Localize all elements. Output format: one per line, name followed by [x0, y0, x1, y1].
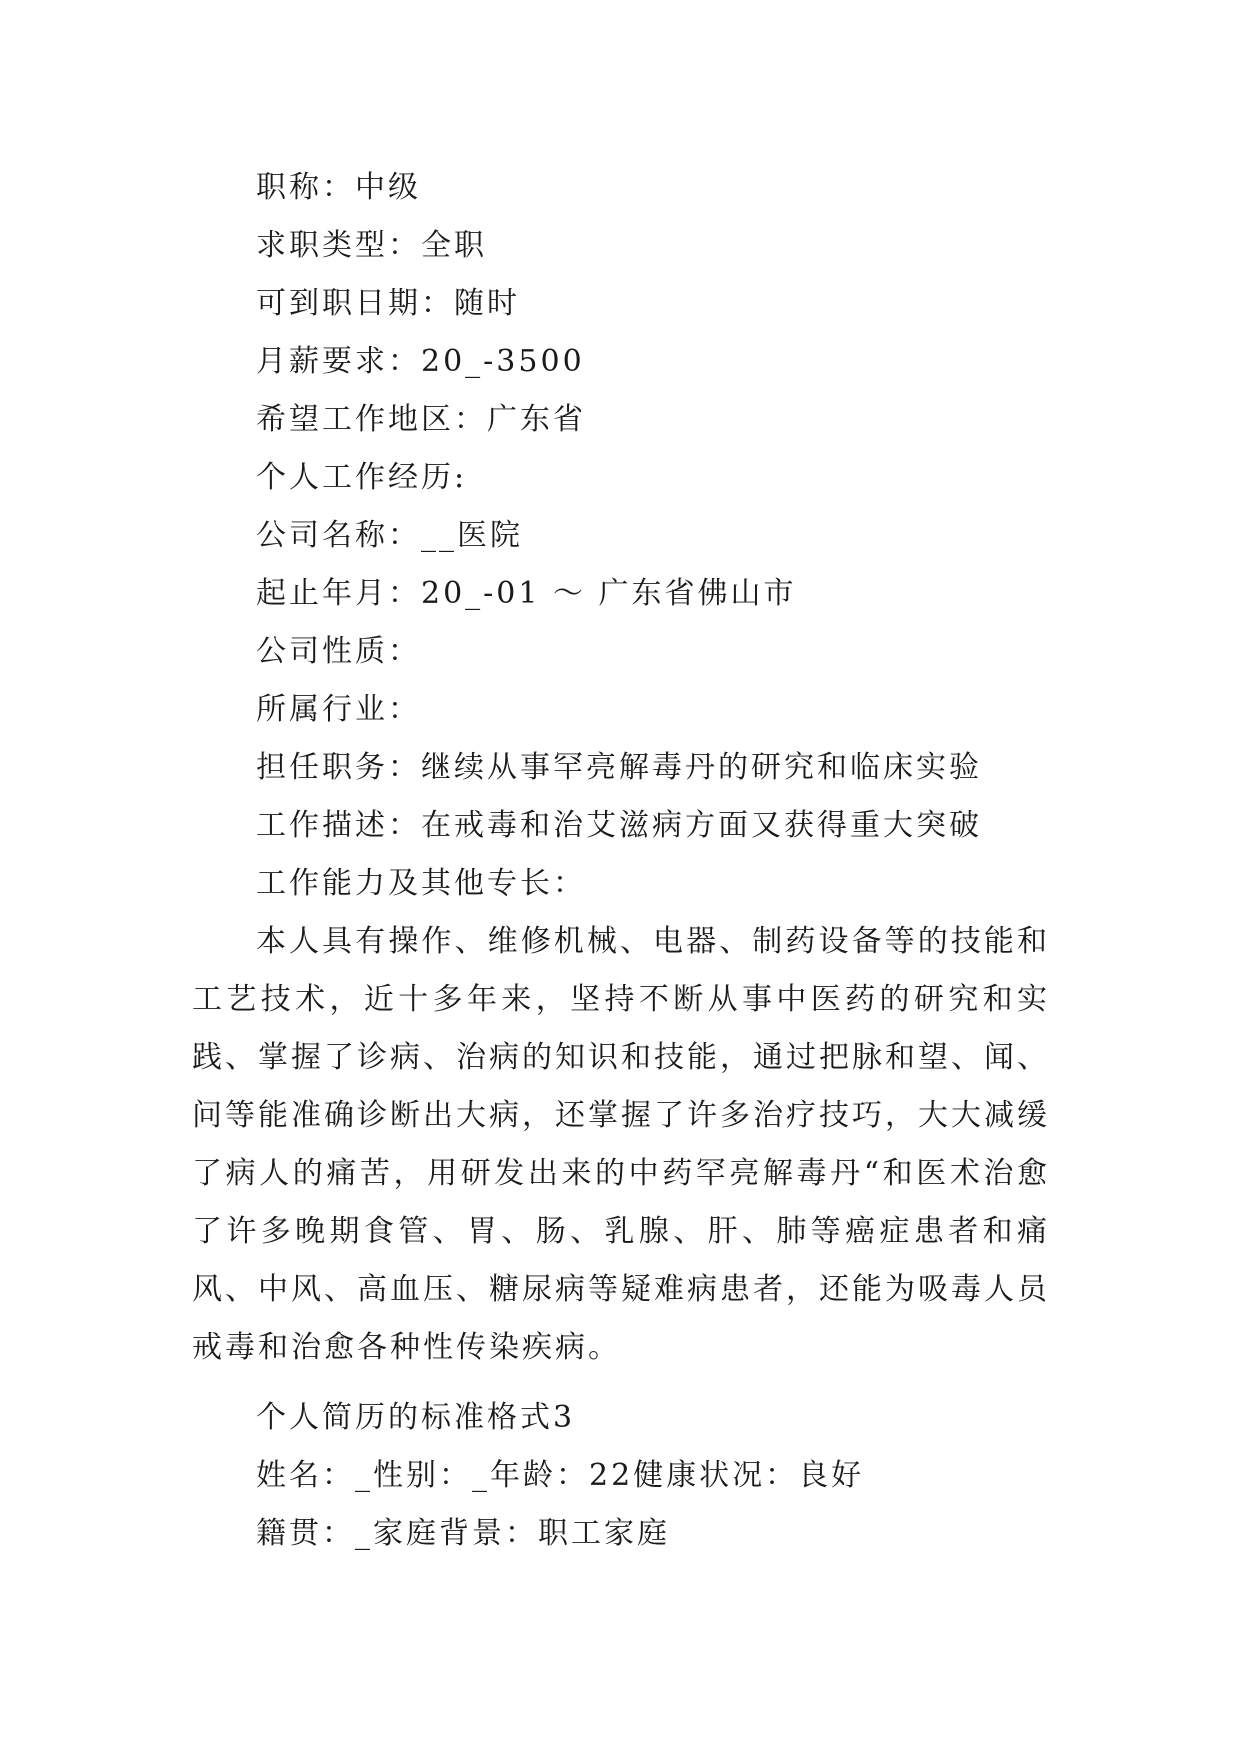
field-title: 职称：中级: [256, 170, 421, 205]
section-title: 个人简历的标准格式3: [256, 1400, 576, 1435]
field-position: 担任职务：继续从事罕亮解毒丹的研究和临床实验: [256, 750, 982, 785]
heading-work-experience: 个人工作经历:: [256, 460, 468, 495]
field-job-description: 工作描述：在戒毒和治艾滋病方面又获得重大突破: [256, 808, 982, 843]
field-salary: 月薪要求：20_-3500: [256, 344, 585, 379]
field-industry: 所属行业：: [256, 692, 421, 727]
field-job-type: 求职类型：全职: [256, 228, 487, 263]
field-company-name: 公司名称：__医院: [256, 518, 523, 553]
document-body: [192, 159, 1050, 1563]
field-company-type: 公司性质：: [256, 634, 421, 669]
field-work-region: 希望工作地区：广东省: [256, 402, 586, 437]
field-origin: 籍贯：_家庭背景：职工家庭: [256, 1516, 670, 1551]
field-basic-info: 姓名：_性别：_年龄：22健康状况：良好: [256, 1458, 865, 1493]
heading-skills: 工作能力及其他专长：: [256, 866, 586, 901]
field-available-date: 可到职日期：随时: [256, 286, 520, 321]
skills-paragraph: 本人具有操作、维修机械、电器、制药设备等的技能和工艺技术，近十多年来，坚持不断从事中医药的研究和实践、掌握了诊病、治病的知识和技能，通过把脉和望、闻、问等能准确诊断出大病，还掌握了许多治疗技巧，大大减缓了病人的痛苦，用研发出来的中药罕亮解毒丹“和医术治愈了许多晚期食管、胃、肠、乳腺、肝、肺等癌症患者和痛风、中风、高血压、糖尿病等疑难病患者，还能为吸毒人员戒毒和治愈各种性传染疾病。: [192, 924, 1050, 1365]
field-period: 起止年月：20_-01 ～ 广东省佛山市: [256, 576, 797, 611]
